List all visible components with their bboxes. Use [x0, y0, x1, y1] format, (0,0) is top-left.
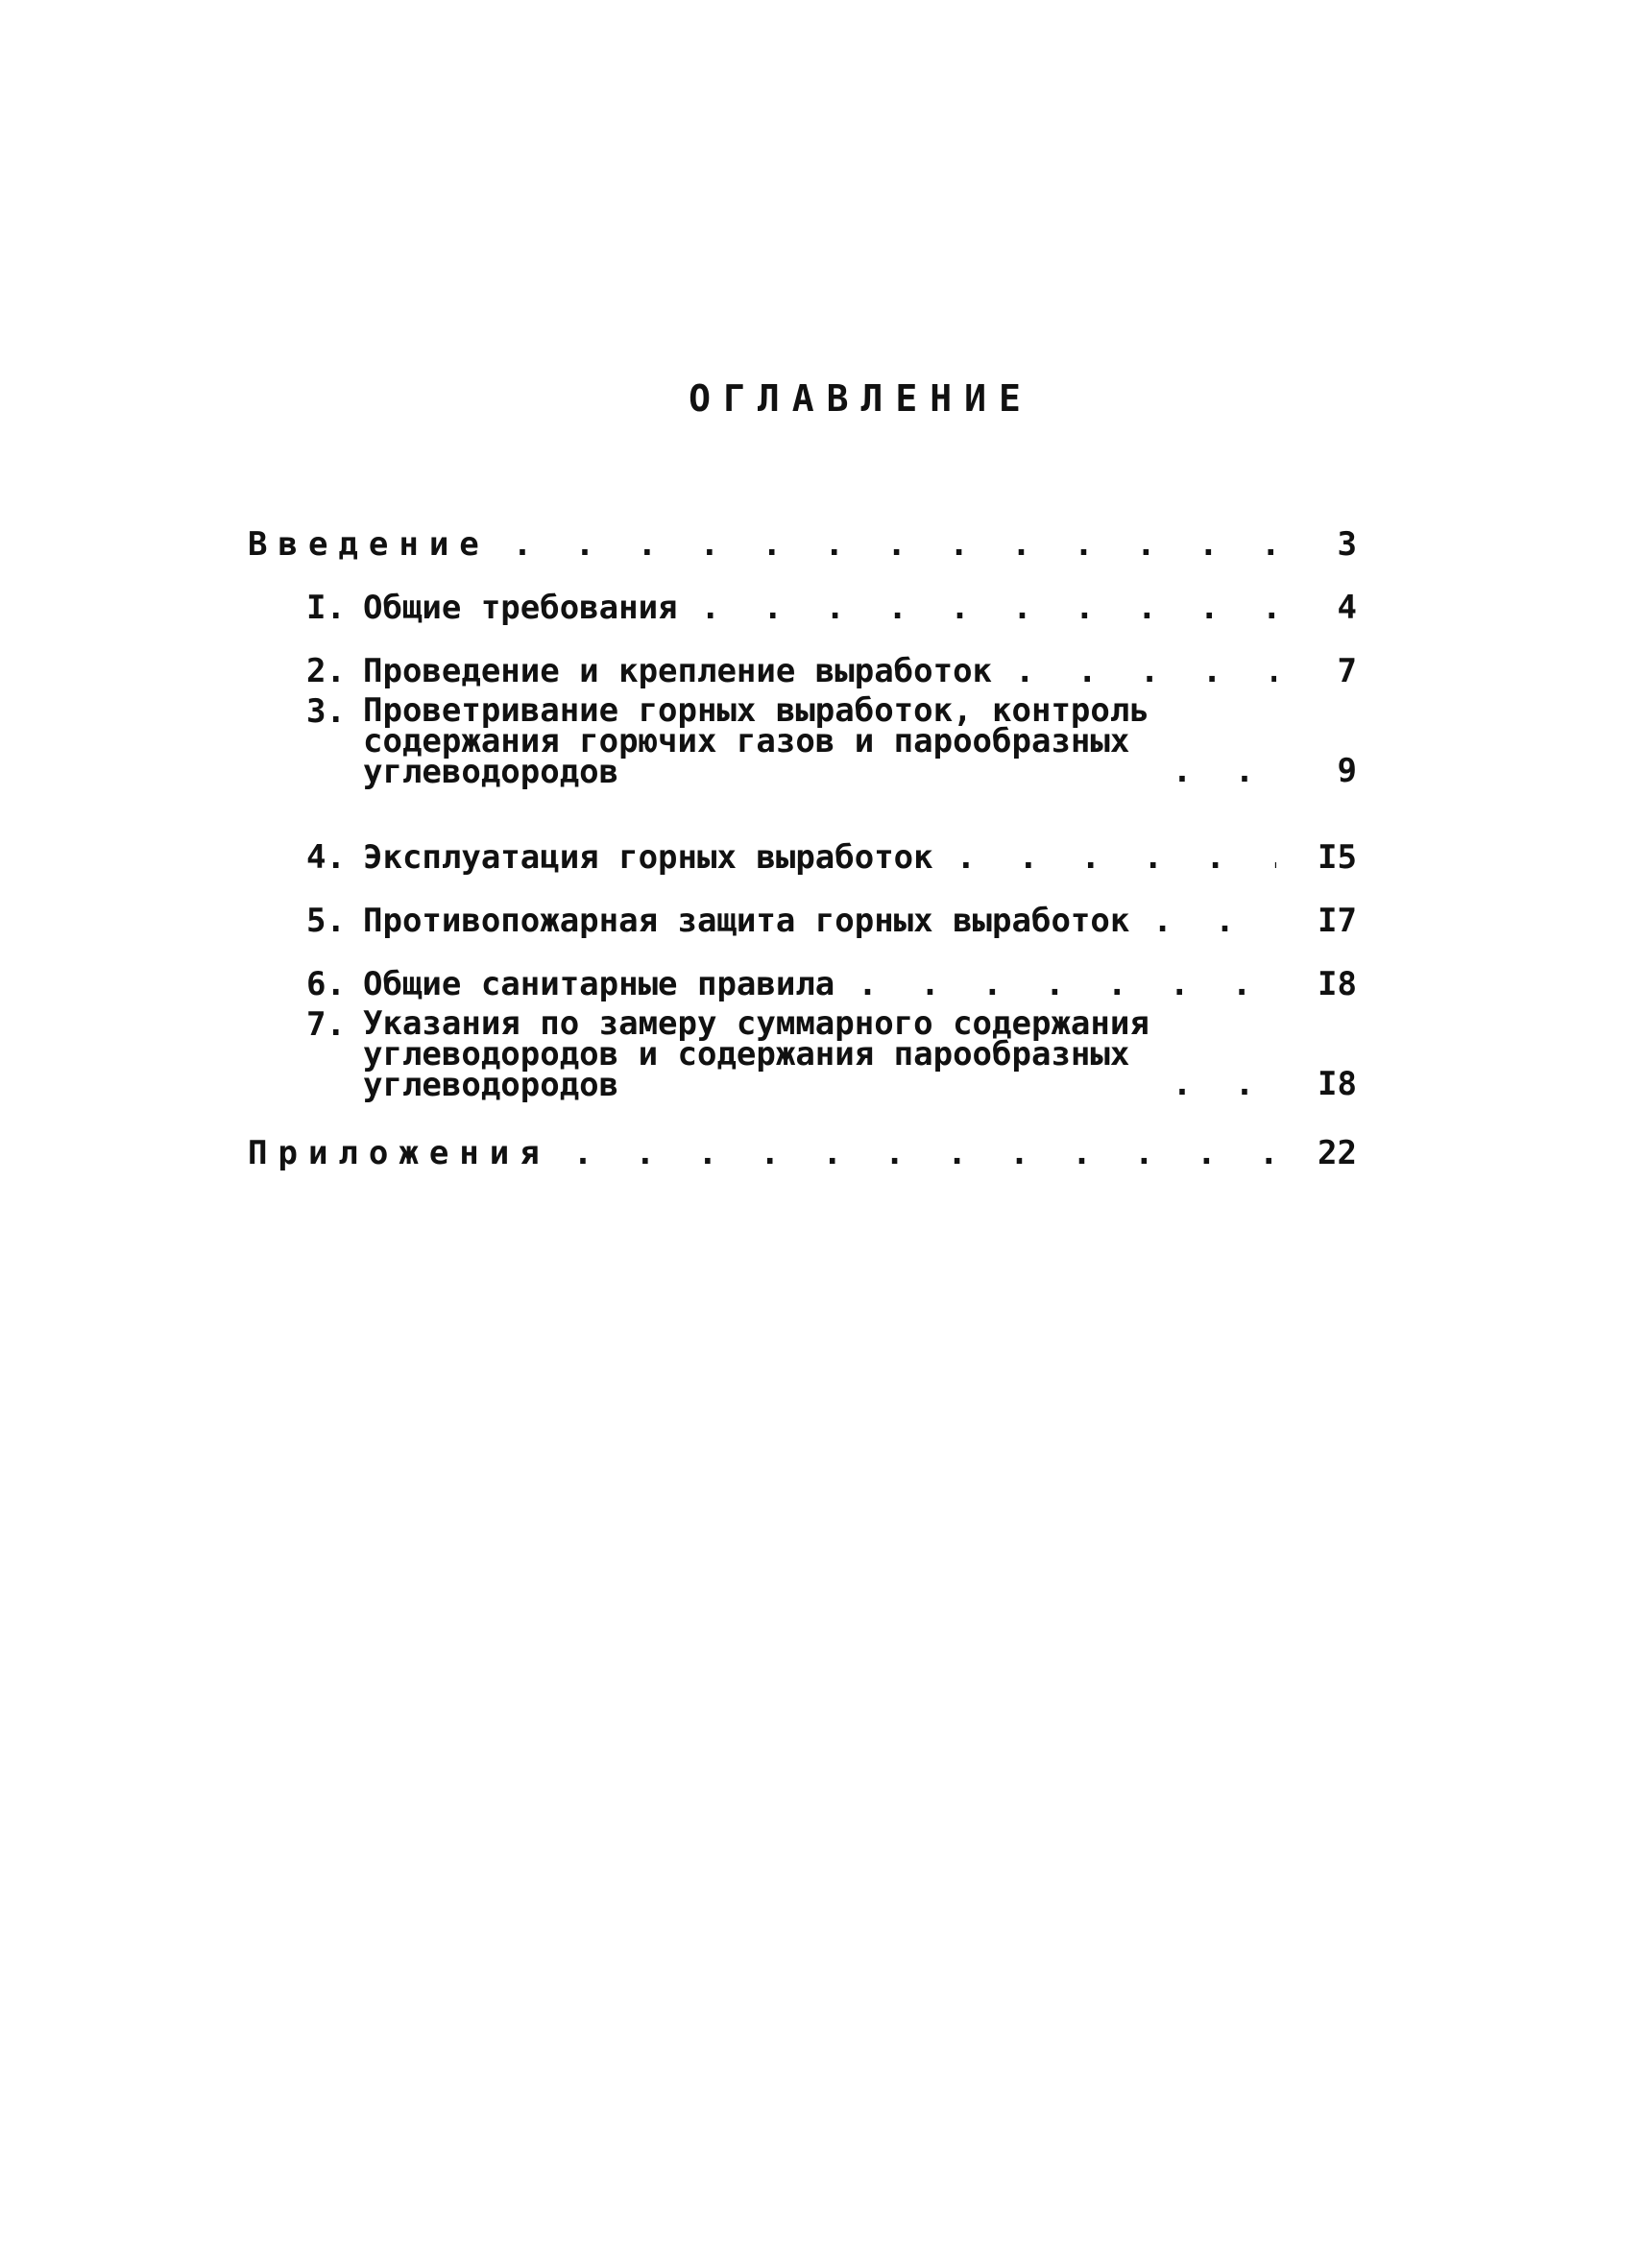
toc-page-number: 22 [1318, 1134, 1357, 1172]
toc-page-number: I8 [1318, 1065, 1357, 1103]
toc-entry-label: Общие требования [363, 589, 678, 627]
toc-entry-section-6[interactable] [248, 937, 1357, 1001]
toc-entry-section-1[interactable] [248, 561, 1357, 627]
toc-page-number: 9 [1337, 752, 1357, 790]
dot-leader [513, 528, 1276, 561]
dot-leader [573, 1137, 1276, 1170]
toc-page-number: I8 [1318, 965, 1357, 1003]
toc-entry-appendix[interactable] [248, 1123, 1357, 1170]
dot-leader [956, 841, 1276, 874]
dot-leader [858, 968, 1276, 1001]
toc-page-number: I5 [1318, 838, 1357, 877]
toc-entry-label: Общие санитарные правила [363, 965, 835, 1003]
toc-page-number: 3 [1337, 525, 1357, 564]
toc-page-number: 7 [1337, 652, 1357, 690]
toc-title: ОГЛАВЛЕНИЕ [689, 377, 1033, 420]
toc-page-number: 4 [1337, 589, 1357, 627]
toc-entry-label: Указания по замеру суммарного содержания углеводородов и содержания парообразных углеводородов [363, 1004, 1149, 1104]
dot-leader [1173, 1068, 1276, 1100]
toc-entry-label: Проветривание горных выработок, контроль содержания горючих газов и парообразных углеводородов [363, 691, 1149, 791]
toc-entry-label: Проведение и крепление выработок [363, 652, 993, 690]
toc-section-number: 5. [306, 902, 346, 940]
toc-entry-section-7[interactable] [248, 1004, 1357, 1104]
dot-leader [701, 591, 1276, 624]
toc-section-number: 4. [306, 838, 346, 877]
table-of-contents [248, 497, 1357, 1170]
toc-section-number: 7. [306, 1005, 346, 1044]
toc-entry-intro[interactable] [248, 497, 1357, 564]
toc-entry-section-2[interactable] [248, 624, 1357, 688]
toc-section-number: 2. [306, 652, 346, 690]
toc-entry-section-4[interactable] [248, 810, 1357, 877]
toc-section-number: I. [306, 589, 346, 627]
toc-section-number: 3. [306, 692, 346, 731]
toc-entry-section-3[interactable] [248, 691, 1357, 791]
toc-entry-label: Эксплуатация горных выработок [363, 838, 933, 877]
toc-entry-label: Приложения [248, 1134, 550, 1172]
dot-leader [1173, 755, 1276, 787]
toc-section-number: 6. [306, 965, 346, 1003]
dot-leader [1015, 655, 1276, 688]
toc-entry-label: Противопожарная защита горных выработок [363, 902, 1130, 940]
toc-entry-label: Введение [248, 525, 490, 564]
dot-leader [1152, 905, 1276, 937]
toc-entry-section-5[interactable] [248, 874, 1357, 940]
toc-page-number: I7 [1318, 902, 1357, 940]
